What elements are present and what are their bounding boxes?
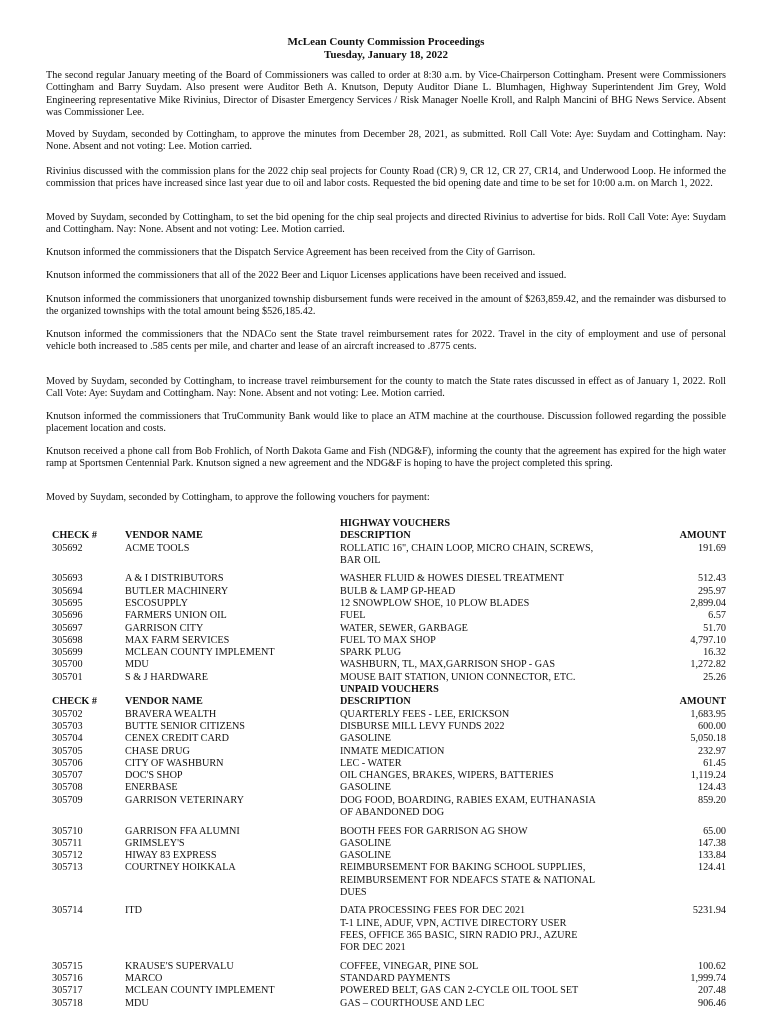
check-number: 305708 xyxy=(52,782,83,794)
check-number: 305697 xyxy=(52,622,83,634)
voucher-amount: 512.43 xyxy=(697,573,726,585)
paragraph-minutes-motion: Moved by Suydam, seconded by Cottingham, to approve the minutes from December 28, 2021, as submitted. Roll Call Vote: Aye: Suydam and Cottingham. Nay: None. Absent and not voting: Lee. Motion carried. xyxy=(46,129,726,153)
voucher-amount: 295.97 xyxy=(697,585,726,597)
check-number: 305692 xyxy=(52,542,83,554)
voucher-amount: 5,050.18 xyxy=(690,733,726,745)
check-number: 305710 xyxy=(52,825,83,837)
voucher-description: GASOLINE xyxy=(340,837,391,849)
check-number: 305704 xyxy=(52,733,83,745)
voucher-description: 12 SNOWPLOW SHOE, 10 PLOW BLADES xyxy=(340,597,530,609)
vendor-name: ESCOSUPPLY xyxy=(125,597,188,609)
vendor-name: KRAUSE'S SUPERVALU xyxy=(125,960,234,972)
voucher-description: REIMBURSEMENT FOR BAKING SCHOOL SUPPLIES, REIMBURSEMENT FOR NDEAFCS STATE & NATIONAL DUES xyxy=(340,862,596,898)
check-number: 305694 xyxy=(52,585,83,597)
vendor-name: GARRISON CITY xyxy=(125,622,204,634)
vendor-name: MDU xyxy=(125,997,149,1009)
voucher-description: DATA PROCESSING FEES FOR DEC 2021 T-1 LINE, ADUF, VPN, ACTIVE DIRECTORY USER FEES, OFFICE 365 BASIC, SIRN RADIO PRJ., AZURE FOR DEC 2021 xyxy=(340,905,578,954)
voucher-description: DOG FOOD, BOARDING, RABIES EXAM, EUTHANASIA OF ABANDONED DOG xyxy=(340,794,596,819)
check-number: 305703 xyxy=(52,720,83,732)
vendor-name: MCLEAN COUNTY IMPLEMENT xyxy=(125,985,275,997)
paragraph-bid-motion: Moved by Suydam, seconded by Cottingham, to set the bid opening for the chip seal projects and directed Rivinius to advertise for bids. Roll Call Vote: Aye: Suydam and Cottingham. Nay: None. Absent and not voting: Lee. Motion carried. xyxy=(46,212,726,236)
check-number: 305709 xyxy=(52,794,83,806)
check-number: 305716 xyxy=(52,973,83,985)
check-number: 305712 xyxy=(52,850,83,862)
voucher-amount: 6.57 xyxy=(708,610,726,622)
voucher-amount: 191.69 xyxy=(697,542,726,554)
voucher-amount: 5231.94 xyxy=(692,905,726,917)
check-number: 305713 xyxy=(52,862,83,874)
voucher-amount: 61.45 xyxy=(703,757,726,769)
voucher-description: INMATE MEDICATION xyxy=(340,745,445,757)
vendor-name: MARCO xyxy=(125,973,163,985)
column-header-description: DESCRIPTION xyxy=(340,696,411,708)
paragraph-ndgf: Knutson received a phone call from Bob Frohlich, of North Dakota Game and Fish (NDG&F), informing the county that the agreement has expired for the high water ramp at Sportsmen Centennial Park. Knutson signed a new agreement and the NDG&F is hoping to have the project completed this spring. xyxy=(46,446,726,470)
voucher-amount: 232.97 xyxy=(697,745,726,757)
paragraph-licenses: Knutson informed the commissioners that all of the 2022 Beer and Liquor Licenses applications have been received and issued. xyxy=(46,270,567,281)
column-header-description: DESCRIPTION xyxy=(340,530,411,542)
voucher-amount: 600.00 xyxy=(697,720,726,732)
voucher-amount: 100.62 xyxy=(697,960,726,972)
voucher-description: GASOLINE xyxy=(340,733,391,745)
check-number: 305718 xyxy=(52,997,83,1009)
voucher-description: SPARK PLUG xyxy=(340,647,402,659)
voucher-description: WASHBURN, TL, MAX,GARRISON SHOP - GAS xyxy=(340,659,556,671)
voucher-amount: 65.00 xyxy=(703,825,726,837)
vendor-name: FARMERS UNION OIL xyxy=(125,610,227,622)
voucher-description: ROLLATIC 16", CHAIN LOOP, MICRO CHAIN, SCREWS, BAR OIL xyxy=(340,542,594,566)
voucher-amount: 124.41 xyxy=(697,862,726,874)
voucher-description: WASHER FLUID & HOWES DIESEL TREATMENT xyxy=(340,573,564,585)
paragraph-travel-motion: Moved by Suydam, seconded by Cottingham, to increase travel reimbursement for the county to match the State rates discussed in effect as of January 1, 2022. Roll Call Vote: Aye: Suydam and Cottingham. Nay: None. Absent and not voting: Lee. Motion carried. xyxy=(46,376,726,400)
voucher-description: GASOLINE xyxy=(340,850,391,862)
document-title: McLean County Commission Proceedings xyxy=(287,36,485,48)
paragraph-voucher-motion: Moved by Suydam, seconded by Cottingham, to approve the following vouchers for payment: xyxy=(46,492,430,503)
check-number: 305700 xyxy=(52,659,83,671)
voucher-amount: 16.32 xyxy=(703,647,726,659)
check-number: 305717 xyxy=(52,985,83,997)
voucher-amount: 859.20 xyxy=(697,794,726,806)
column-header-check: CHECK # xyxy=(52,530,97,542)
check-number: 305701 xyxy=(52,671,83,683)
voucher-amount: 906.46 xyxy=(697,997,726,1009)
vendor-name: BUTLER MACHINERY xyxy=(125,585,229,597)
check-number: 305707 xyxy=(52,770,83,782)
voucher-amount: 4,797.10 xyxy=(690,634,726,646)
voucher-amount: 25.26 xyxy=(703,671,726,683)
vendor-name: GRIMSLEY'S xyxy=(125,837,185,849)
column-header-vendor: VENDOR NAME xyxy=(125,696,203,708)
voucher-amount: 147.38 xyxy=(697,837,726,849)
vendor-name: BRAVERA WEALTH xyxy=(125,708,217,720)
voucher-description: MOUSE BAIT STATION, UNION CONNECTOR, ETC. xyxy=(340,671,576,683)
voucher-description: DISBURSE MILL LEVY FUNDS 2022 xyxy=(340,720,505,732)
voucher-amount: 51.70 xyxy=(703,622,726,634)
vendor-name: HIWAY 83 EXPRESS xyxy=(125,850,217,862)
voucher-amount: 1,119.24 xyxy=(690,770,726,782)
check-number: 305699 xyxy=(52,647,83,659)
vendor-name: BUTTE SENIOR CITIZENS xyxy=(125,720,245,732)
vendor-name: ACME TOOLS xyxy=(125,542,190,554)
vendor-name: DOC'S SHOP xyxy=(125,770,183,782)
voucher-description: FUEL TO MAX SHOP xyxy=(340,634,436,646)
check-number: 305714 xyxy=(52,905,83,917)
vendor-name: GARRISON VETERINARY xyxy=(125,794,244,806)
voucher-description: POWERED BELT, GAS CAN 2-CYCLE OIL TOOL SET xyxy=(340,985,579,997)
voucher-description: GASOLINE xyxy=(340,782,391,794)
voucher-amount: 2,899.04 xyxy=(690,597,726,609)
voucher-description: BULB & LAMP GP-HEAD xyxy=(340,585,456,597)
voucher-description: STANDARD PAYMENTS xyxy=(340,973,451,985)
voucher-description: FUEL xyxy=(340,610,366,622)
voucher-description: LEC - WATER xyxy=(340,757,402,769)
vendor-name: GARRISON FFA ALUMNI xyxy=(125,825,240,837)
check-number: 305693 xyxy=(52,573,83,585)
voucher-amount: 207.48 xyxy=(697,985,726,997)
vendor-name: MCLEAN COUNTY IMPLEMENT xyxy=(125,647,275,659)
vendor-name: COURTNEY HOIKKALA xyxy=(125,862,236,874)
check-number: 305715 xyxy=(52,960,83,972)
check-number: 305705 xyxy=(52,745,83,757)
voucher-description: COFFEE, VINEGAR, PINE SOL xyxy=(340,960,479,972)
check-number: 305698 xyxy=(52,634,83,646)
document-page xyxy=(46,36,726,62)
paragraph-atm: Knutson informed the commissioners that TruCommunity Bank would like to place an ATM machine at the courthouse. Discussion followed regarding the possible placement location and costs. xyxy=(46,411,726,435)
column-header-vendor: VENDOR NAME xyxy=(125,530,203,542)
check-number: 305706 xyxy=(52,757,83,769)
column-header-check: CHECK # xyxy=(52,696,97,708)
vendor-name: S & J HARDWARE xyxy=(125,671,208,683)
vendor-name: MAX FARM SERVICES xyxy=(125,634,230,646)
voucher-amount: 124.43 xyxy=(697,782,726,794)
check-number: 305695 xyxy=(52,597,83,609)
voucher-amount: 1,683.95 xyxy=(690,708,726,720)
voucher-description: OIL CHANGES, BRAKES, WIPERS, BATTERIES xyxy=(340,770,554,782)
paragraph-travel-rates: Knutson informed the commissioners that the NDACo sent the State travel reimbursement rates for 2022. Travel in the city of employment and use of personal vehicle both increased to .585 cents per mile, and charter and lease of an aircraft increased to .8775 cents. xyxy=(46,329,726,353)
vendor-name: CENEX CREDIT CARD xyxy=(125,733,229,745)
paragraph-dispatch: Knutson informed the commissioners that the Dispatch Service Agreement has been received from the City of Garrison. xyxy=(46,247,536,258)
highway-vouchers-title: HIGHWAY VOUCHERS xyxy=(340,518,451,529)
voucher-amount: 133.84 xyxy=(697,850,726,862)
unpaid-vouchers-title: UNPAID VOUCHERS xyxy=(340,684,439,696)
vendor-name: CHASE DRUG xyxy=(125,745,190,757)
column-header-amount: AMOUNT xyxy=(679,696,726,708)
paragraph-chip-seal: Rivinius discussed with the commission plans for the 2022 chip seal projects for County Road (CR) 9, CR 12, CR 27, CR14, and Underwood Loop. He informed the commission that prices have increased since last year due to oil and labor costs. Requested the bid opening date and time to be set for 10:00 a.m. on March 1, 2022. xyxy=(46,166,726,190)
paragraph-township-funds: Knutson informed the commissioners that unorganized township disbursement funds were received in the amount of $263,859.42, and the remainder was disbursed to the organized townships with the total amount being $526,185.42. xyxy=(46,294,726,318)
check-number: 305711 xyxy=(52,837,83,849)
vendor-name: ITD xyxy=(125,905,142,917)
voucher-amount: 1,272.82 xyxy=(690,659,726,671)
check-number: 305702 xyxy=(52,708,83,720)
vendor-name: MDU xyxy=(125,659,149,671)
voucher-amount: 1,999.74 xyxy=(690,973,726,985)
voucher-description: GAS – COURTHOUSE AND LEC xyxy=(340,997,485,1009)
voucher-description: BOOTH FEES FOR GARRISON AG SHOW xyxy=(340,825,528,837)
voucher-description: QUARTERLY FEES - LEE, ERICKSON xyxy=(340,708,510,720)
check-number: 305696 xyxy=(52,610,83,622)
column-header-amount: AMOUNT xyxy=(679,530,726,542)
vendor-name: CITY OF WASHBURN xyxy=(125,757,224,769)
paragraph-call-to-order: The second regular January meeting of the Board of Commissioners was called to order at 8:30 a.m. by Vice-Chairperson Cottingham. Present were Commissioners Cottingham and Barry Suydam. Also present were Auditor Beth A. Knutson, Deputy Auditor Diane L. Blumhagen, Highway Superintendent Jim Grey, Wold Engineering representative Mike Rivinius, Director of Disaster Emergency Services / Risk Manager Noelle Kroll, and Ralph Mancini of BHG News Service. Absent was Commissioner Lee. xyxy=(46,70,726,118)
document-date: Tuesday, January 18, 2022 xyxy=(324,49,448,61)
voucher-description: WATER, SEWER, GARBAGE xyxy=(340,622,468,634)
vendor-name: ENERBASE xyxy=(125,782,178,794)
vendor-name: A & I DISTRIBUTORS xyxy=(125,573,224,585)
